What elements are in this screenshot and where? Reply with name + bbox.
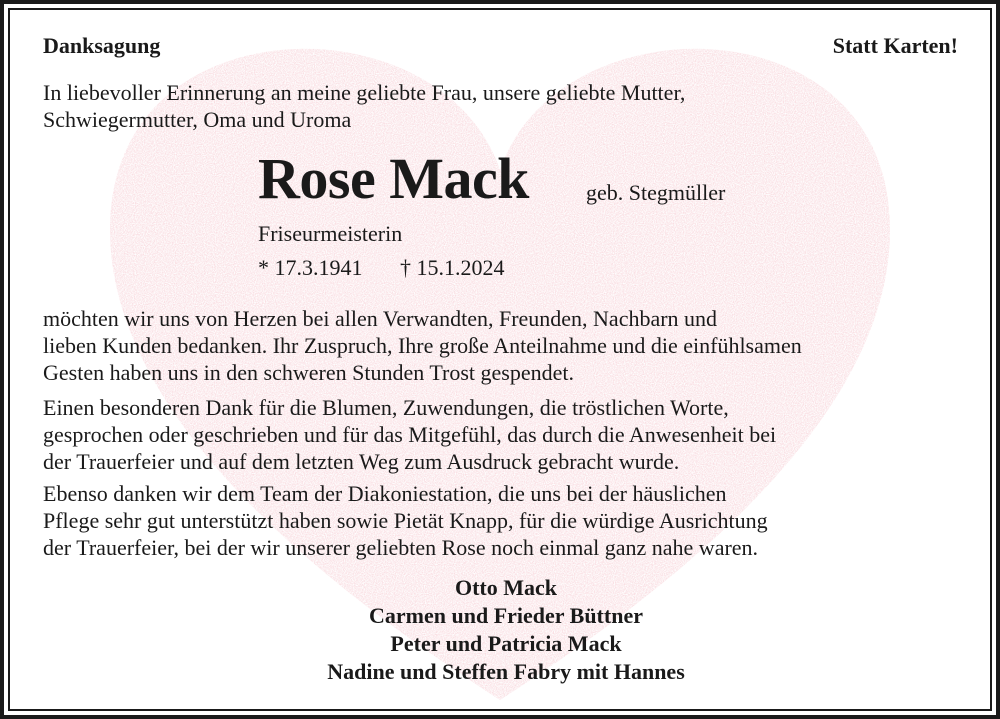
heading-danksagung: Danksagung: [43, 33, 161, 58]
text-line: gesprochen oder geschrieben und für das Mitgefühl, das durch die Anwesenheit bei: [43, 422, 777, 447]
intro-line: Schwiegermutter, Oma und Uroma: [43, 107, 352, 132]
text-line: Ebenso danken wir dem Team der Diakoniestation, die uns bei der häuslichen: [43, 481, 727, 506]
deceased-name: Rose Mack: [258, 146, 529, 211]
text-line: der Trauerfeier und auf dem letzten Weg zum Ausdruck gebracht wurde.: [43, 449, 680, 474]
heading-statt-karten: Statt Karten!: [832, 33, 958, 58]
profession: Friseurmeisterin: [258, 221, 403, 246]
signature-line: Otto Mack: [454, 575, 558, 600]
signatures: [0, 574, 1000, 686]
birth-date: * 17.3.1941: [258, 255, 363, 280]
text-line: der Trauerfeier, bei der wir unserer geliebten Rose noch einmal ganz nahe waren.: [43, 535, 759, 560]
intro-text: [43, 79, 685, 133]
intro-line: In liebevoller Erinnerung an meine geliebte Frau, unsere geliebte Mutter,: [43, 80, 686, 105]
text-line: Einen besonderen Dank für die Blumen, Zuwendungen, die tröstlichen Worte,: [43, 395, 729, 420]
paragraph-thanks: [43, 305, 802, 386]
signature-line: Nadine und Steffen Fabry mit Hannes: [327, 659, 685, 684]
paragraph-also-thanks: [43, 480, 768, 561]
paragraph-special-thanks: [43, 394, 776, 475]
maiden-name: geb. Stegmüller: [586, 180, 726, 205]
signature-line: Carmen und Frieder Büttner: [369, 603, 643, 628]
death-date: † 15.1.2024: [400, 255, 505, 280]
text-line: lieben Kunden bedanken. Ihr Zuspruch, Ihre große Anteilnahme und die einfühlsamen: [43, 333, 802, 358]
signature-line: Peter und Patricia Mack: [390, 631, 622, 656]
text-line: möchten wir uns von Herzen bei allen Verwandten, Freunden, Nachbarn und: [43, 306, 718, 331]
text-line: Gesten haben uns in den schweren Stunden Trost gespendet.: [43, 360, 574, 385]
text-line: Pflege sehr gut unterstützt haben sowie Pietät Knapp, für die würdige Ausrichtung: [43, 508, 768, 533]
